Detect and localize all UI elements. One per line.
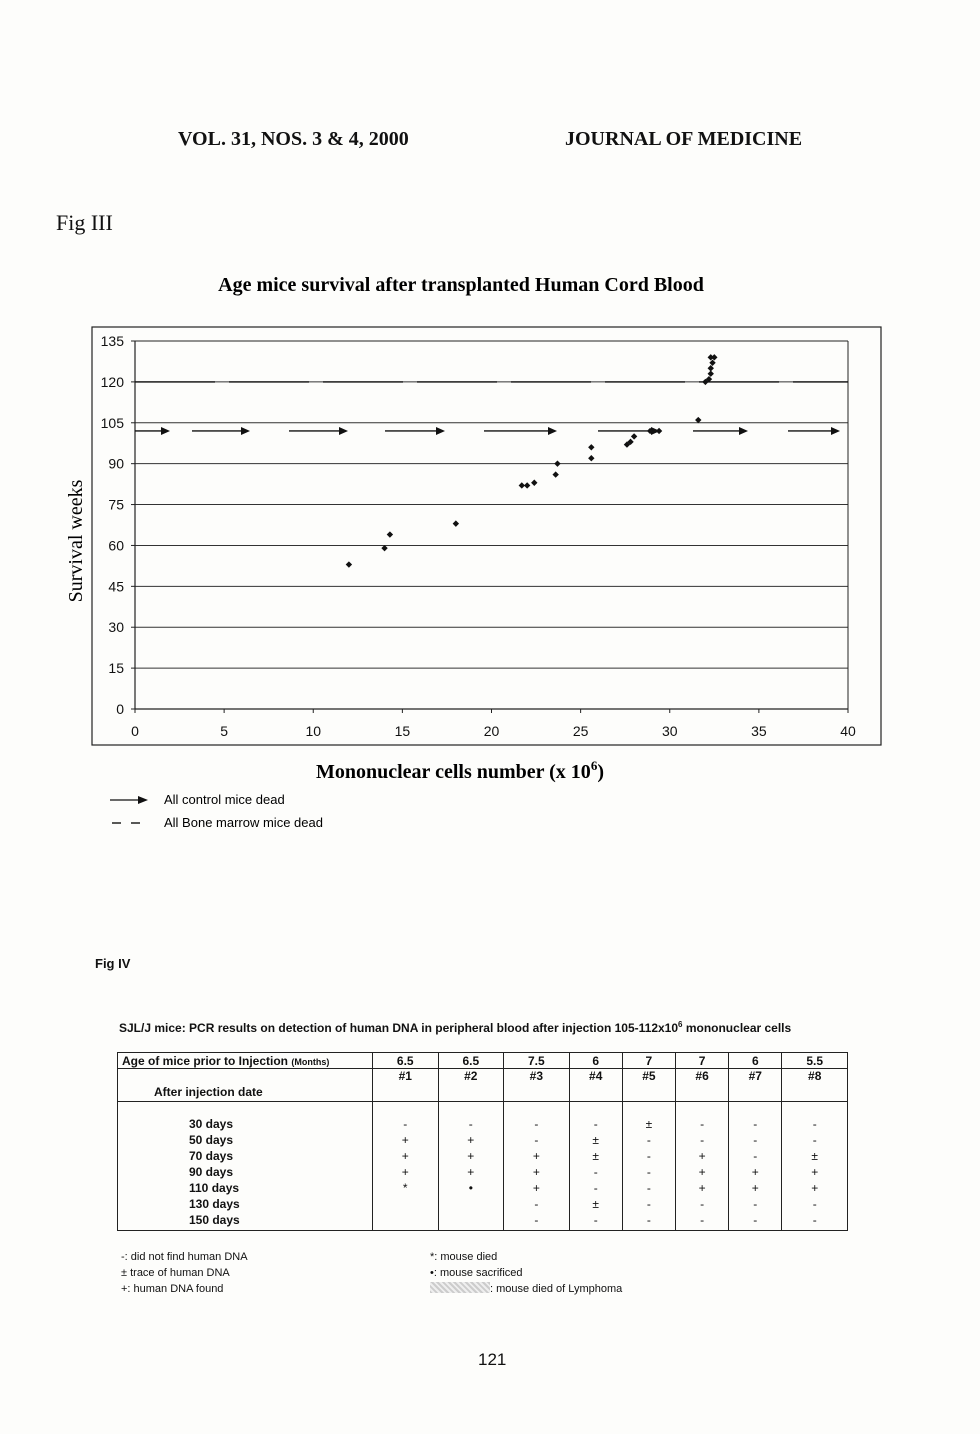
pcr-results-table: [117, 1052, 848, 1231]
result-cell: -: [700, 1117, 705, 1131]
y-tick-label-135: 135: [100, 333, 124, 349]
data-point-19: [708, 371, 714, 377]
mouse-id-cell-2: #2: [438, 1069, 504, 1102]
fig4-label: Fig IV: [95, 956, 131, 971]
data-point-15: [656, 428, 662, 434]
result-cell: -: [700, 1133, 705, 1147]
control-arrowhead: [339, 427, 348, 435]
control-arrowhead: [436, 427, 445, 435]
result-column-2: [438, 1102, 504, 1231]
result-cell: -: [534, 1133, 539, 1147]
chart-title: Age mice survival after transplanted Human Cord Blood: [218, 274, 704, 296]
y-tick-label-45: 45: [108, 578, 124, 595]
result-cell: -: [646, 1213, 651, 1227]
result-cell: ±: [592, 1197, 599, 1211]
age-cell-5: 7: [622, 1053, 675, 1069]
y-tick-label-15: 15: [108, 660, 124, 677]
result-cell: +: [401, 1165, 409, 1179]
data-point-8: [554, 460, 560, 466]
data-point-3: [453, 520, 459, 526]
data-point-9: [588, 455, 594, 461]
control-arrowhead: [831, 427, 840, 435]
result-column-5: [622, 1102, 675, 1231]
result-cell: [439, 1196, 504, 1212]
page-number: 121: [478, 1350, 507, 1369]
result-cell: -: [646, 1133, 651, 1147]
result-cell: -: [593, 1117, 598, 1131]
result-cell: +: [467, 1133, 475, 1147]
data-point-0: [346, 561, 352, 567]
y-tick-label-0: 0: [116, 701, 124, 717]
result-cell: -: [593, 1213, 598, 1227]
y-tick-label-90: 90: [108, 455, 124, 472]
result-cell: +: [401, 1133, 409, 1147]
result-cell: -: [468, 1117, 473, 1131]
control-arrowhead: [241, 427, 250, 435]
age-cell-7: 6: [729, 1053, 782, 1069]
mouse-id-cell-5: #5: [622, 1069, 675, 1102]
fig4-caption: SJL/J mice: PCR results on detection of human DNA in peripheral blood after injection $105-112x10^6$ mononuclear cells: [119, 1020, 792, 1035]
y-tick-label-120: 120: [100, 373, 124, 390]
result-cell: +: [401, 1149, 409, 1163]
journal-name: JOURNAL OF MEDICINE: [565, 128, 803, 150]
data-point-20: [708, 365, 714, 371]
control-arrowhead: [161, 427, 170, 435]
data-point-2: [387, 531, 393, 537]
y-tick-label-60: 60: [108, 537, 124, 554]
result-cell: [373, 1196, 438, 1212]
result-cell: [373, 1212, 438, 1228]
x-axis-label: Mononuclear cells number (x $10^6$): [316, 758, 604, 783]
result-cell: +: [532, 1149, 540, 1163]
result-cell: -: [753, 1197, 758, 1211]
legend: [110, 792, 323, 830]
chart-frame: [92, 327, 881, 745]
result-cell: -: [812, 1197, 817, 1211]
legend-arrow-symbol: [110, 796, 148, 804]
day-label: 70 days: [189, 1149, 234, 1163]
mouse-id-cell-3: #3: [504, 1069, 570, 1102]
day-label: 30 days: [189, 1117, 234, 1131]
result-cell: -: [593, 1181, 598, 1195]
result-cell: -: [646, 1165, 651, 1179]
x-tick-label-30: 30: [661, 723, 678, 739]
y-axis-label: Survival weeks: [65, 479, 87, 603]
legend-bonemarrow-text: All Bone marrow mice dead: [164, 815, 323, 830]
result-cell: +: [811, 1181, 819, 1195]
lymphoma-shade-swatch: [430, 1282, 490, 1293]
data-point-6: [531, 480, 537, 486]
control-arrowhead: [739, 427, 748, 435]
fig3-label: Fig III: [56, 210, 113, 235]
y-tick-label-30: 30: [108, 619, 124, 636]
result-cell: -: [534, 1197, 539, 1211]
result-cell: +: [751, 1181, 759, 1195]
result-cell: -: [593, 1165, 598, 1179]
day-label: 150 days: [189, 1213, 240, 1227]
control-arrowhead: [548, 427, 557, 435]
result-cell: -: [403, 1117, 408, 1131]
age-cell-4: 6: [569, 1053, 622, 1069]
result-cell: +: [467, 1165, 475, 1179]
result-cell: +: [532, 1181, 540, 1195]
result-cell: -: [700, 1213, 705, 1227]
mouse-id-cell-6: #6: [676, 1069, 729, 1102]
age-cell-2: 6.5: [438, 1053, 504, 1069]
result-cell: +: [467, 1149, 475, 1163]
result-column-1: [373, 1102, 439, 1231]
result-column-8: [782, 1102, 848, 1231]
legend-died: *: mouse died: [430, 1251, 498, 1263]
result-column-3: [504, 1102, 570, 1231]
result-cell: -: [753, 1149, 758, 1163]
result-cell: ±: [811, 1149, 818, 1163]
result-cell: -: [646, 1181, 651, 1195]
x-tick-label-10: 10: [305, 723, 322, 739]
pcr-legend-right: [430, 1249, 622, 1297]
data-point-21: [709, 360, 715, 366]
x-tick-label-5: 5: [220, 723, 229, 739]
result-cell: -: [753, 1213, 758, 1227]
legend-negative: -: did not find human DNA: [121, 1251, 248, 1263]
result-cell: +: [751, 1165, 759, 1179]
result-cell: -: [700, 1197, 705, 1211]
day-label: 130 days: [189, 1197, 240, 1211]
y-tick-label-75: 75: [108, 496, 124, 513]
legend-control-text: All control mice dead: [164, 792, 285, 807]
data-point-23: [711, 354, 717, 360]
result-cell: -: [812, 1117, 817, 1131]
age-label-cell: Age of mice prior to Injection (Months): [118, 1053, 373, 1069]
legend-sacrificed: •: mouse sacrificed: [430, 1267, 523, 1279]
day-label: 90 days: [189, 1165, 234, 1179]
data-point-5: [524, 482, 530, 488]
mouse-id-cell-4: #4: [569, 1069, 622, 1102]
mouse-id-cell-7: #7: [729, 1069, 782, 1102]
result-column-6: [676, 1102, 729, 1231]
mouse-id-cell-8: #8: [782, 1069, 848, 1102]
result-cell: -: [753, 1133, 758, 1147]
legend-lymphoma: : mouse died of Lymphoma: [430, 1281, 622, 1297]
mouse-id-cell-1: #1: [373, 1069, 439, 1102]
data-point-13: [631, 433, 637, 439]
result-cell: +: [698, 1165, 706, 1179]
result-cell: +: [698, 1181, 706, 1195]
result-cell: -: [534, 1117, 539, 1131]
result-cell: [439, 1212, 504, 1228]
result-cell: +: [698, 1149, 706, 1163]
data-point-7: [552, 471, 558, 477]
result-cell: +: [532, 1165, 540, 1179]
age-cell-3: 7.5: [504, 1053, 570, 1069]
x-tick-label-15: 15: [394, 723, 411, 739]
date-label-cell: After injection date: [118, 1069, 373, 1102]
x-tick-label-25: 25: [572, 723, 589, 739]
result-cell: -: [812, 1133, 817, 1147]
result-cell: ±: [645, 1117, 653, 1131]
journal-volume: VOL. 31, NOS. 3 & 4, 2000: [178, 128, 409, 150]
days-cell: [118, 1102, 373, 1231]
result-column-4: [569, 1102, 622, 1231]
data-point-10: [588, 444, 594, 450]
result-cell: -: [534, 1213, 539, 1227]
x-tick-label-20: 20: [483, 723, 500, 739]
result-column-7: [729, 1102, 782, 1231]
age-cell-1: 6.5: [373, 1053, 439, 1069]
result-cell: •: [468, 1181, 473, 1195]
age-cell-8: 5.5: [782, 1053, 848, 1069]
result-cell: *: [402, 1181, 408, 1195]
y-tick-label-105: 105: [100, 414, 124, 431]
result-cell: -: [646, 1197, 651, 1211]
result-cell: -: [646, 1149, 651, 1163]
result-cell: +: [811, 1165, 819, 1179]
day-label: 110 days: [189, 1181, 240, 1195]
result-cell: ±: [592, 1149, 599, 1163]
x-tick-label-40: 40: [840, 723, 856, 739]
legend-positive: +: human DNA found: [121, 1283, 224, 1295]
result-cell: -: [812, 1213, 817, 1227]
x-tick-label-0: 0: [131, 723, 139, 739]
pcr-legend-left: [121, 1249, 248, 1297]
day-label: 50 days: [189, 1133, 234, 1147]
x-tick-label-35: 35: [751, 723, 767, 739]
result-cell: ±: [592, 1133, 599, 1147]
legend-trace: ± trace of human DNA: [121, 1267, 230, 1279]
age-cell-6: 7: [676, 1053, 729, 1069]
result-cell: -: [753, 1117, 758, 1131]
